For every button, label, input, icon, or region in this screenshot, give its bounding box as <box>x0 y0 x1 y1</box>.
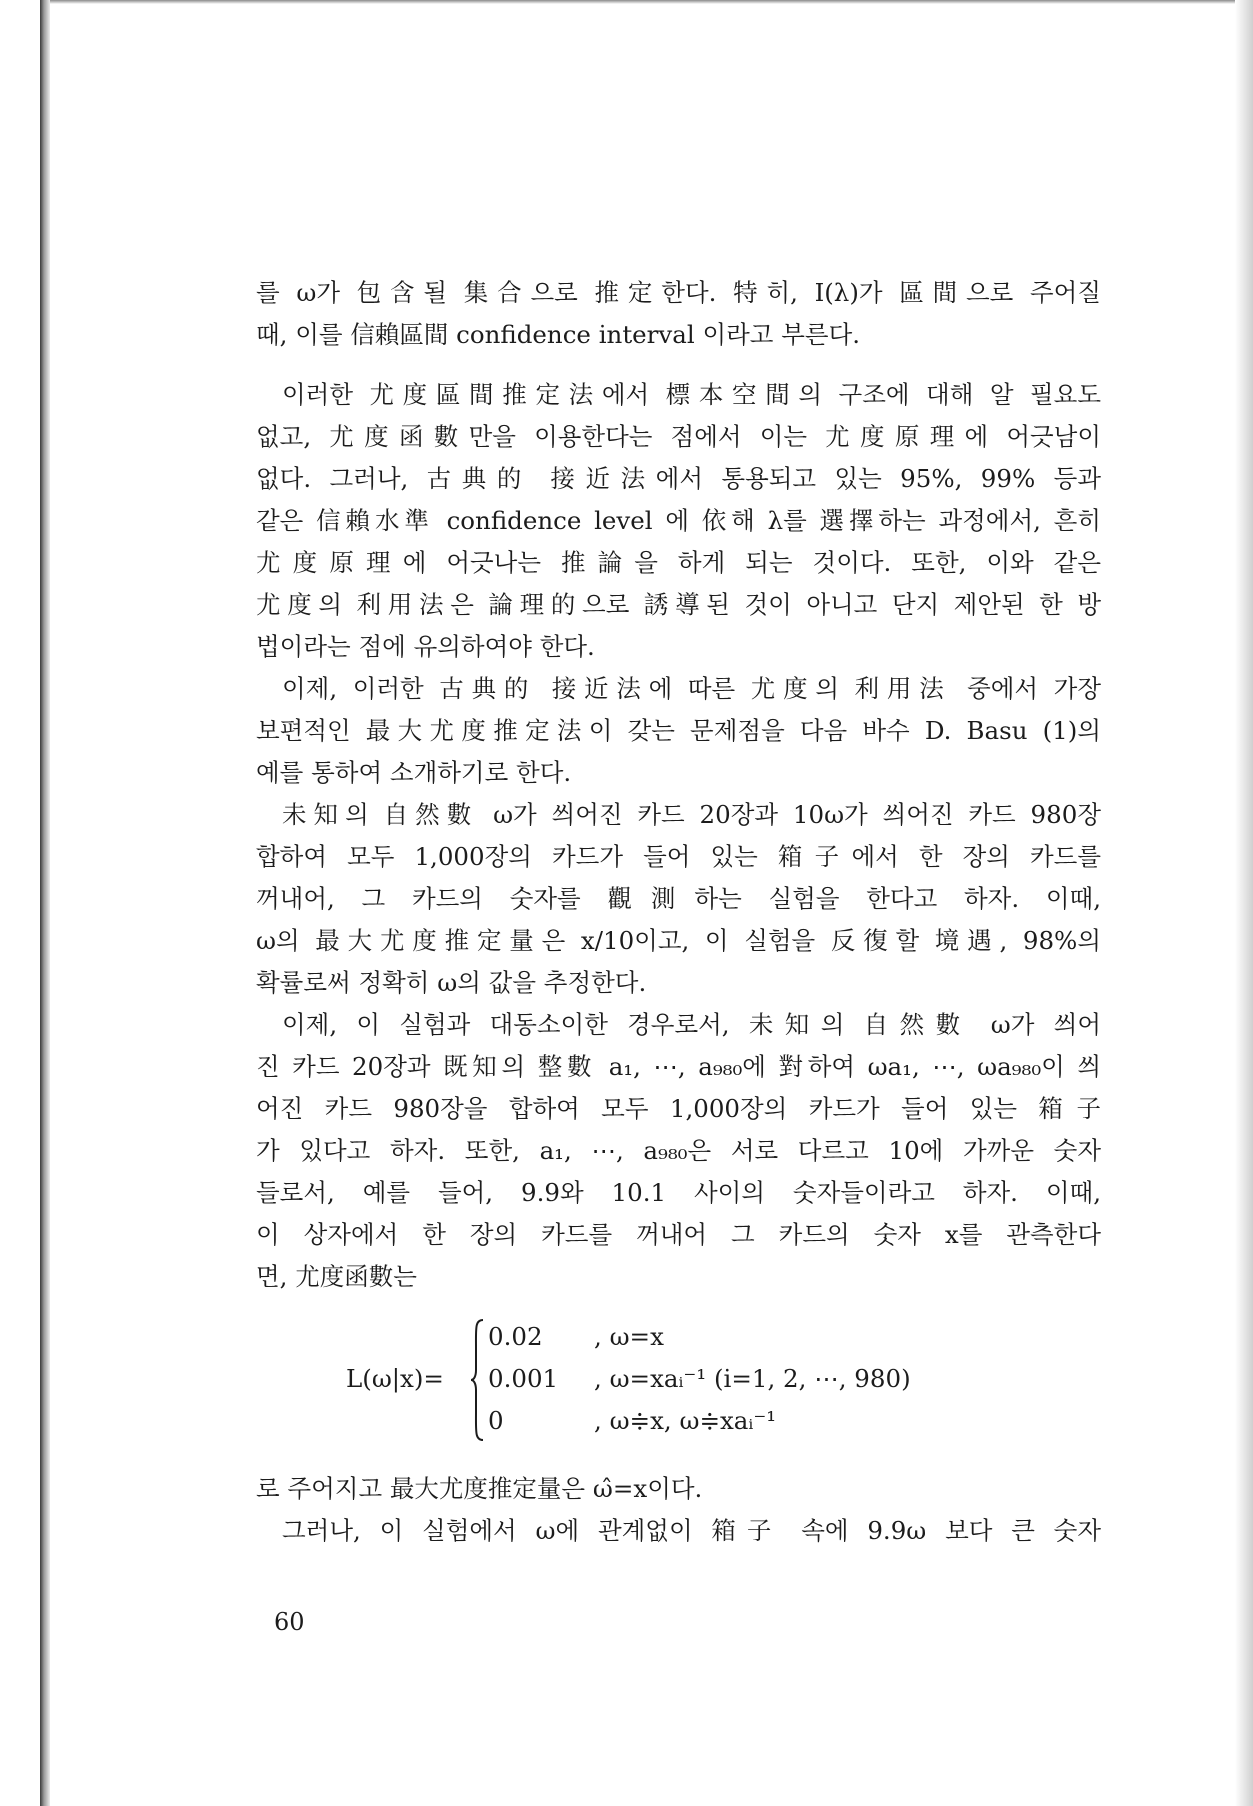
page-top-edge <box>40 0 1253 4</box>
text-line: 어진 카드 980장을 합하여 모두 1,000장의 카드가 들어 있는 箱子 <box>256 1094 1101 1123</box>
text-line: 예를 통하여 소개하기로 한다. <box>256 758 572 787</box>
likelihood-formula <box>256 1312 1101 1462</box>
text-line: 尤度原理에 어긋나는 推論을 하게 되는 것이다. 또한, 이와 같은 <box>256 548 1101 577</box>
text-line: 없고, 尤度函數만을 이용한다는 점에서 이는 尤度原理에 어긋남이 <box>256 422 1101 451</box>
formula-lhs: L(ω|x)= <box>346 1364 444 1393</box>
page-number: 60 <box>274 1608 305 1636</box>
text-line: ω의 最大尤度推定量은 x/10이고, 이 실험을 反復할 境遇, 98%의 <box>256 926 1101 955</box>
text-line: 이러한 尤度區間推定法에서 標本空間의 구조에 대해 알 필요도 <box>282 380 1101 409</box>
text-line: 없다. 그러나, 古典的 接近法에서 통용되고 있는 95%, 99% 등과 <box>256 464 1101 493</box>
text-line: 꺼내어, 그 카드의 숫자를 觀測하는 실험을 한다고 하자. 이때, <box>256 884 1101 913</box>
text-line: 이제, 이러한 古典的 接近法에 따른 尤度의 利用法 중에서 가장 <box>282 674 1101 703</box>
page-body <box>256 272 1101 1552</box>
text-line: 를 ω가 包含될 集合으로 推定한다. 特히, I(λ)가 區間으로 주어질 <box>256 278 1101 307</box>
paragraph-1 <box>256 272 1101 356</box>
text-line: 가 있다고 하자. 또한, a₁, ⋯, a₉₈₀은 서로 다르고 10에 가까운 숫자 <box>256 1136 1101 1165</box>
text-line: 보편적인 最大尤度推定法이 갖는 문제점을 다음 바수 D. Basu (1)의 <box>256 716 1101 745</box>
case-condition: , ω=x <box>594 1322 664 1351</box>
paragraph-4 <box>256 794 1101 1004</box>
page-right-edge <box>1235 0 1253 1806</box>
case-condition: , ω=xaᵢ⁻¹ (i=1, 2, ⋯, 980) <box>594 1364 911 1393</box>
text-line: 들로서, 예를 들어, 9.9와 10.1 사이의 숫자들이라고 하자. 이때, <box>256 1178 1101 1207</box>
formula-case-2 <box>488 1364 558 1393</box>
formula-case-1 <box>488 1322 543 1351</box>
text-line: 같은 信賴水準 confidence level 에 依해 λ를 選擇하는 과정에서, 흔히 <box>256 506 1101 535</box>
text-line: 이 상자에서 한 장의 카드를 꺼내어 그 카드의 숫자 x를 관측한다 <box>256 1220 1101 1249</box>
text-line: 면, 尤度函數는 <box>256 1262 417 1291</box>
page-binding-edge <box>40 0 50 1806</box>
text-line: 때, 이를 信賴區間 confidence interval 이라고 부른다. <box>256 320 861 349</box>
text-line: 진 카드 20장과 既知의 整數 a₁, ⋯, a₉₈₀에 對하여 ωa₁, ⋯, ωa₉₈₀이 씌 <box>256 1052 1101 1081</box>
curly-brace-icon <box>470 1318 484 1442</box>
case-value: 0.001 <box>488 1364 559 1393</box>
text-line: 법이라는 점에 유의하여야 한다. <box>256 632 595 661</box>
text-line: 尤度의 利用法은 論理的으로 誘導된 것이 아니고 단지 제안된 한 방 <box>256 590 1101 619</box>
text-line: 확률로써 정확히 ω의 값을 추정한다. <box>256 968 647 997</box>
case-value: 0 <box>488 1406 504 1435</box>
case-condition: , ω≑x, ω≑xaᵢ⁻¹ <box>594 1406 777 1435</box>
text-line: 합하여 모두 1,000장의 카드가 들어 있는 箱子에서 한 장의 카드를 <box>256 842 1101 871</box>
text-line: 未知의 自然數 ω가 씌어진 카드 20장과 10ω가 씌어진 카드 980장 <box>282 800 1101 829</box>
text-line: 그러나, 이 실험에서 ω에 관계없이 箱子 속에 9.9ω 보다 큰 숫자 <box>282 1516 1101 1545</box>
paragraph-2 <box>256 374 1101 668</box>
paragraph-5 <box>256 1004 1101 1298</box>
text-line: 로 주어지고 最大尤度推定量은 ω̂=x이다. <box>256 1474 703 1503</box>
formula-case-3 <box>488 1406 504 1435</box>
case-value: 0.02 <box>488 1322 543 1351</box>
paragraph-6 <box>256 1468 1101 1552</box>
paragraph-3 <box>256 668 1101 794</box>
text-line: 이제, 이 실험과 대동소이한 경우로서, 未知의 自然數 ω가 씌어 <box>282 1010 1101 1039</box>
